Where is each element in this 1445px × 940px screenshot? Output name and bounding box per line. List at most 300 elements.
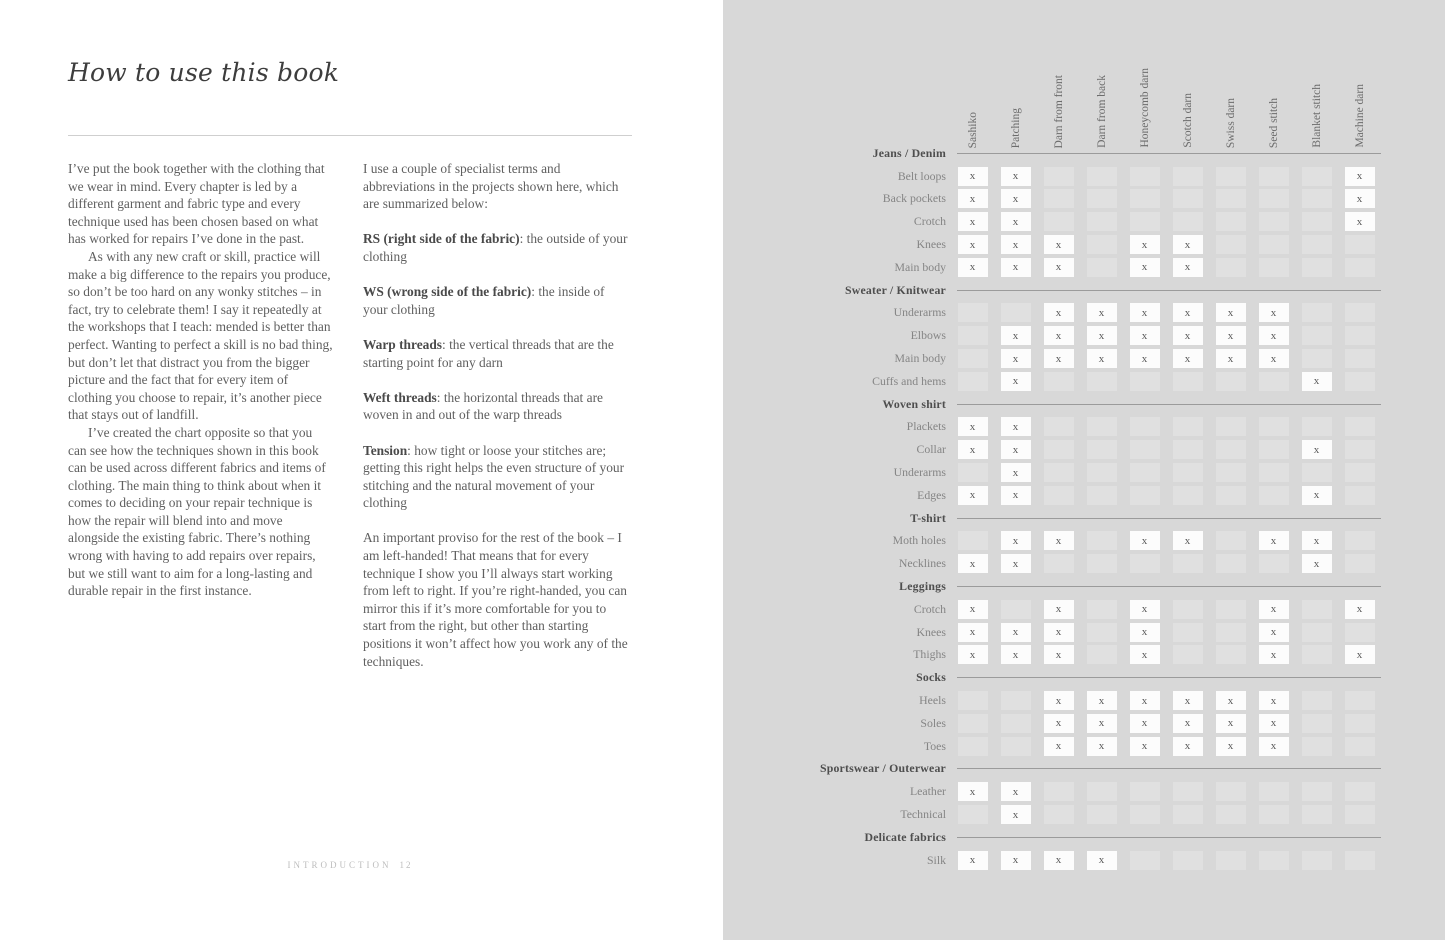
marked-cell-blanket-stitch: x <box>1302 554 1332 573</box>
cell-slot <box>1252 552 1295 575</box>
row-cells <box>951 484 1381 507</box>
empty-cell-scotch-darn <box>1173 212 1203 231</box>
cell-slot <box>1209 461 1252 484</box>
empty-cell-patching <box>1001 691 1031 710</box>
cell-slot <box>994 552 1037 575</box>
marked-cell-honeycomb-darn: x <box>1130 623 1160 642</box>
cell-slot <box>994 256 1037 279</box>
row-label: Underarms <box>893 465 946 480</box>
cell-slot <box>1295 233 1338 256</box>
row-label: Moth holes <box>892 533 946 548</box>
cell-slot <box>1166 712 1209 735</box>
empty-cell-darn-from-back <box>1087 645 1117 664</box>
empty-cell-darn-from-front <box>1044 417 1074 436</box>
cell-slot <box>1166 370 1209 393</box>
cell-slot <box>1338 188 1381 211</box>
cell-slot <box>1123 849 1166 872</box>
cell-slot <box>951 803 994 826</box>
empty-cell-seed-stitch <box>1259 417 1289 436</box>
row-label: Belt loops <box>897 168 946 183</box>
row-label: Elbows <box>910 328 946 343</box>
empty-cell-swiss-darn <box>1216 417 1246 436</box>
empty-cell-seed-stitch <box>1259 258 1289 277</box>
marked-cell-darn-from-back: x <box>1087 326 1117 345</box>
definition-ws <box>363 283 632 318</box>
cell-slot <box>951 438 994 461</box>
cell-slot <box>1080 644 1123 667</box>
empty-cell-scotch-darn <box>1173 851 1203 870</box>
cell-slot <box>1037 188 1080 211</box>
cell-slot <box>1252 256 1295 279</box>
empty-cell-patching <box>1001 600 1031 619</box>
empty-cell-seed-stitch <box>1259 851 1289 870</box>
empty-cell-sashiko <box>958 805 988 824</box>
marked-cell-darn-from-back: x <box>1087 691 1117 710</box>
empty-cell-swiss-darn <box>1216 623 1246 642</box>
marked-cell-swiss-darn: x <box>1216 326 1246 345</box>
marked-cell-blanket-stitch: x <box>1302 440 1332 459</box>
marked-cell-sashiko: x <box>958 440 988 459</box>
cell-slot <box>1252 803 1295 826</box>
cell-slot <box>1295 644 1338 667</box>
marked-cell-darn-from-front: x <box>1044 258 1074 277</box>
cell-slot <box>1080 849 1123 872</box>
cell-slot <box>1166 530 1209 553</box>
cell-slot <box>994 803 1037 826</box>
marked-cell-honeycomb-darn: x <box>1130 714 1160 733</box>
marked-cell-sashiko: x <box>958 554 988 573</box>
empty-cell-honeycomb-darn <box>1130 212 1160 231</box>
cell-slot <box>1338 484 1381 507</box>
cell-slot <box>1123 347 1166 370</box>
cell-slot <box>1338 530 1381 553</box>
empty-cell-darn-from-back <box>1087 440 1117 459</box>
marked-cell-seed-stitch: x <box>1259 303 1289 322</box>
marked-cell-swiss-darn: x <box>1216 714 1246 733</box>
section-label: Woven shirt <box>882 396 946 411</box>
section-header-woven-shirt <box>723 393 1445 416</box>
marked-cell-machine-darn: x <box>1345 189 1375 208</box>
cell-slot <box>994 233 1037 256</box>
cell-slot <box>1123 302 1166 325</box>
empty-cell-darn-from-back <box>1087 167 1117 186</box>
cell-slot <box>1037 438 1080 461</box>
cell-slot <box>1123 803 1166 826</box>
empty-cell-blanket-stitch <box>1302 691 1332 710</box>
cell-slot <box>1338 256 1381 279</box>
chart-row-necklines <box>723 552 1445 575</box>
cell-slot <box>1080 484 1123 507</box>
right-book-page <box>723 0 1445 940</box>
empty-cell-darn-from-back <box>1087 600 1117 619</box>
cell-slot <box>951 188 994 211</box>
definition-term: Weft threads <box>363 389 437 405</box>
definition-text: : the horizontal threads that are woven in and out of the warp threads <box>363 389 603 423</box>
empty-cell-swiss-darn <box>1216 189 1246 208</box>
cell-slot <box>951 644 994 667</box>
footer-page-number: 12 <box>399 860 413 870</box>
marked-cell-blanket-stitch: x <box>1302 486 1332 505</box>
empty-cell-darn-from-back <box>1087 212 1117 231</box>
marked-cell-darn-from-front: x <box>1044 600 1074 619</box>
chart-row-leather <box>723 780 1445 803</box>
row-label: Heels <box>919 693 946 708</box>
empty-cell-blanket-stitch <box>1302 326 1332 345</box>
cell-slot <box>1037 780 1080 803</box>
cell-slot <box>1123 621 1166 644</box>
marked-cell-sashiko: x <box>958 623 988 642</box>
cell-slot <box>1166 644 1209 667</box>
marked-cell-seed-stitch: x <box>1259 645 1289 664</box>
row-label: Collar <box>916 442 946 457</box>
empty-cell-darn-from-back <box>1087 486 1117 505</box>
cell-slot <box>1166 210 1209 233</box>
chart-row-elbows <box>723 324 1445 347</box>
marked-cell-seed-stitch: x <box>1259 600 1289 619</box>
marked-cell-machine-darn: x <box>1345 645 1375 664</box>
cell-slot <box>1338 552 1381 575</box>
chart-row-heels <box>723 689 1445 712</box>
definition-term: Tension <box>363 442 408 458</box>
paragraph: As with any new craft or skill, practice will make a big difference to the repairs you produce, so don’t be too hard on any wonky stitches – in fact, try to celebrate them! I say it repeatedly at the workshops that I teach: mended is better than perfect. Wanting to perfect a skill is no bad thing, but don’t let that distract you from the bigger picture and the fact that for every item of clothing you choose to repair, it’s another piece that stays out of landfill. <box>68 248 333 423</box>
chart-row-crotch <box>723 210 1445 233</box>
column-header-label: Blanket stitch <box>1310 84 1323 148</box>
marked-cell-patching: x <box>1001 372 1031 391</box>
marked-cell-seed-stitch: x <box>1259 691 1289 710</box>
row-cells <box>951 621 1381 644</box>
definition-weft-threads <box>363 389 632 424</box>
paragraph: An important proviso for the rest of the book – I am left-handed! That means that for every technique I show you I’ll always start working from left to right. If you’re right-handed, you can mirror this if it’s more comfortable for you to start from the right, but other than starting positions it won’t affect how you work any of the techniques. <box>363 530 628 669</box>
empty-cell-darn-from-back <box>1087 463 1117 482</box>
marked-cell-darn-from-front: x <box>1044 235 1074 254</box>
text-column-right <box>363 160 632 670</box>
empty-cell-darn-from-front <box>1044 463 1074 482</box>
cell-slot <box>951 165 994 188</box>
marked-cell-patching: x <box>1001 554 1031 573</box>
empty-cell-blanket-stitch <box>1302 737 1332 756</box>
marked-cell-honeycomb-darn: x <box>1130 326 1160 345</box>
definition-text: : the inside of your clothing <box>363 284 605 317</box>
empty-cell-honeycomb-darn <box>1130 417 1160 436</box>
empty-cell-scotch-darn <box>1173 623 1203 642</box>
cell-slot <box>1209 347 1252 370</box>
cell-slot <box>1209 256 1252 279</box>
cell-slot <box>994 780 1037 803</box>
marked-cell-honeycomb-darn: x <box>1130 531 1160 550</box>
cell-slot <box>1295 347 1338 370</box>
marked-cell-scotch-darn: x <box>1173 737 1203 756</box>
section-rule <box>957 518 1381 519</box>
cell-slot <box>1080 233 1123 256</box>
marked-cell-sashiko: x <box>958 212 988 231</box>
marked-cell-swiss-darn: x <box>1216 691 1246 710</box>
empty-cell-seed-stitch <box>1259 486 1289 505</box>
cell-slot <box>1037 347 1080 370</box>
empty-cell-scotch-darn <box>1173 440 1203 459</box>
empty-cell-machine-darn <box>1345 554 1375 573</box>
marked-cell-patching: x <box>1001 851 1031 870</box>
cell-slot <box>1252 484 1295 507</box>
cell-slot <box>994 712 1037 735</box>
chart-row-knees <box>723 621 1445 644</box>
cell-slot <box>1252 461 1295 484</box>
empty-cell-machine-darn <box>1345 417 1375 436</box>
cell-slot <box>1123 324 1166 347</box>
empty-cell-honeycomb-darn <box>1130 554 1160 573</box>
marked-cell-honeycomb-darn: x <box>1130 600 1160 619</box>
cell-slot <box>1295 849 1338 872</box>
cell-slot <box>1080 461 1123 484</box>
chart-row-collar <box>723 438 1445 461</box>
row-cells <box>951 780 1381 803</box>
cell-slot <box>1338 803 1381 826</box>
empty-cell-patching <box>1001 714 1031 733</box>
empty-cell-darn-from-front <box>1044 554 1074 573</box>
column-header <box>1123 68 1166 148</box>
chart-row-underarms <box>723 461 1445 484</box>
marked-cell-patching: x <box>1001 189 1031 208</box>
empty-cell-blanket-stitch <box>1302 349 1332 368</box>
empty-cell-blanket-stitch <box>1302 714 1332 733</box>
cell-slot <box>994 530 1037 553</box>
chart-column-headers <box>723 0 1445 148</box>
cell-slot <box>1166 598 1209 621</box>
empty-cell-swiss-darn <box>1216 258 1246 277</box>
marked-cell-patching: x <box>1001 805 1031 824</box>
cell-slot <box>1166 438 1209 461</box>
empty-cell-swiss-darn <box>1216 167 1246 186</box>
empty-cell-machine-darn <box>1345 623 1375 642</box>
section-rule <box>957 837 1381 838</box>
empty-cell-machine-darn <box>1345 531 1375 550</box>
cell-slot <box>1209 803 1252 826</box>
cell-slot <box>1166 621 1209 644</box>
row-cells <box>951 849 1381 872</box>
cell-slot <box>1123 689 1166 712</box>
cell-slot <box>1338 347 1381 370</box>
marked-cell-patching: x <box>1001 440 1031 459</box>
section-rule <box>957 153 1381 154</box>
cell-slot <box>1295 324 1338 347</box>
cell-slot <box>1166 302 1209 325</box>
cell-slot <box>951 347 994 370</box>
marked-cell-machine-darn: x <box>1345 212 1375 231</box>
cell-slot <box>1209 484 1252 507</box>
empty-cell-darn-from-front <box>1044 805 1074 824</box>
cell-slot <box>1209 598 1252 621</box>
empty-cell-sashiko <box>958 714 988 733</box>
empty-cell-blanket-stitch <box>1302 645 1332 664</box>
cell-slot <box>1037 370 1080 393</box>
cell-slot <box>994 416 1037 439</box>
marked-cell-sashiko: x <box>958 258 988 277</box>
empty-cell-swiss-darn <box>1216 212 1246 231</box>
empty-cell-scotch-darn <box>1173 805 1203 824</box>
paragraph: I’ve put the book together with the clothing that we wear in mind. Every chapter is led by a different garment and fabric type and every technique used has been chosen based on what has worked for repairs I’ve done in the past. <box>68 161 325 247</box>
marked-cell-seed-stitch: x <box>1259 326 1289 345</box>
empty-cell-swiss-darn <box>1216 645 1246 664</box>
cell-slot <box>1037 712 1080 735</box>
empty-cell-darn-from-back <box>1087 805 1117 824</box>
chart-row-underarms <box>723 302 1445 325</box>
cell-slot <box>1209 438 1252 461</box>
marked-cell-machine-darn: x <box>1345 600 1375 619</box>
cell-slot <box>1295 210 1338 233</box>
empty-cell-honeycomb-darn <box>1130 782 1160 801</box>
cell-slot <box>1166 849 1209 872</box>
cell-slot <box>951 735 994 758</box>
column-header <box>1080 75 1123 148</box>
row-label: Silk <box>926 852 946 867</box>
row-cells <box>951 712 1381 735</box>
cell-slot <box>1123 598 1166 621</box>
empty-cell-sashiko <box>958 303 988 322</box>
empty-cell-darn-from-front <box>1044 167 1074 186</box>
marked-cell-honeycomb-darn: x <box>1130 645 1160 664</box>
empty-cell-machine-darn <box>1345 851 1375 870</box>
empty-cell-sashiko <box>958 372 988 391</box>
column-header <box>994 108 1037 148</box>
cell-slot <box>1209 644 1252 667</box>
marked-cell-scotch-darn: x <box>1173 691 1203 710</box>
row-label: Plackets <box>906 419 946 434</box>
cell-slot <box>1209 188 1252 211</box>
row-label: Leather <box>909 784 946 799</box>
chart-row-belt-loops <box>723 165 1445 188</box>
cell-slot <box>951 302 994 325</box>
empty-cell-blanket-stitch <box>1302 235 1332 254</box>
cell-slot <box>994 324 1037 347</box>
empty-cell-scotch-darn <box>1173 372 1203 391</box>
definition-text: : the outside of your clothing <box>363 231 628 264</box>
empty-cell-machine-darn <box>1345 714 1375 733</box>
cell-slot <box>1080 210 1123 233</box>
empty-cell-machine-darn <box>1345 782 1375 801</box>
empty-cell-swiss-darn <box>1216 600 1246 619</box>
marked-cell-seed-stitch: x <box>1259 714 1289 733</box>
row-label: Knees <box>916 237 946 252</box>
body-text-columns <box>68 160 632 670</box>
definition-term: WS (wrong side of the fabric) <box>363 284 532 300</box>
empty-cell-machine-darn <box>1345 326 1375 345</box>
cell-slot <box>1166 188 1209 211</box>
cell-slot <box>1123 461 1166 484</box>
cell-slot <box>1252 438 1295 461</box>
cell-slot <box>1338 370 1381 393</box>
cell-slot <box>1123 780 1166 803</box>
empty-cell-machine-darn <box>1345 486 1375 505</box>
empty-cell-blanket-stitch <box>1302 600 1332 619</box>
row-cells <box>951 803 1381 826</box>
cell-slot <box>1080 302 1123 325</box>
empty-cell-blanket-stitch <box>1302 212 1332 231</box>
marked-cell-sashiko: x <box>958 235 988 254</box>
marked-cell-scotch-darn: x <box>1173 531 1203 550</box>
empty-cell-scotch-darn <box>1173 463 1203 482</box>
cell-slot <box>1166 461 1209 484</box>
cell-slot <box>1037 530 1080 553</box>
marked-cell-patching: x <box>1001 486 1031 505</box>
section-rule <box>957 290 1381 291</box>
cell-slot <box>1252 370 1295 393</box>
row-label: Soles <box>920 715 946 730</box>
section-header-delicate-fabrics <box>723 826 1445 849</box>
empty-cell-seed-stitch <box>1259 554 1289 573</box>
column-header-label: Machine darn <box>1353 84 1366 148</box>
cell-slot <box>994 484 1037 507</box>
chart-row-silk <box>723 849 1445 872</box>
row-cells <box>951 256 1381 279</box>
cell-slot <box>994 689 1037 712</box>
cell-slot <box>1080 416 1123 439</box>
marked-cell-darn-from-front: x <box>1044 737 1074 756</box>
empty-cell-machine-darn <box>1345 737 1375 756</box>
empty-cell-scotch-darn <box>1173 554 1203 573</box>
cell-slot <box>1295 803 1338 826</box>
cell-slot <box>1166 233 1209 256</box>
cell-slot <box>1252 165 1295 188</box>
empty-cell-darn-from-back <box>1087 623 1117 642</box>
cell-slot <box>1252 621 1295 644</box>
column-header-label: Scotch darn <box>1181 93 1194 148</box>
definition-text: : the vertical threads that are the starting point for any darn <box>363 336 614 370</box>
cell-slot <box>1252 324 1295 347</box>
row-cells <box>951 165 1381 188</box>
cell-slot <box>1295 735 1338 758</box>
cell-slot <box>1037 324 1080 347</box>
column-header <box>1295 84 1338 148</box>
row-cells <box>951 461 1381 484</box>
section-label: Leggings <box>899 579 946 594</box>
cell-slot <box>1037 552 1080 575</box>
empty-cell-scotch-darn <box>1173 600 1203 619</box>
cell-slot <box>1166 780 1209 803</box>
cell-slot <box>1080 735 1123 758</box>
cell-slot <box>1209 210 1252 233</box>
cell-slot <box>951 370 994 393</box>
column-header-label: Sashiko <box>966 111 979 148</box>
chart-row-crotch <box>723 598 1445 621</box>
text-column-left <box>68 160 333 670</box>
cell-slot <box>1037 256 1080 279</box>
marked-cell-scotch-darn: x <box>1173 326 1203 345</box>
chart-body <box>723 142 1445 872</box>
row-cells <box>951 530 1381 553</box>
marked-cell-darn-from-front: x <box>1044 326 1074 345</box>
section-header-leggings <box>723 575 1445 598</box>
empty-cell-sashiko <box>958 691 988 710</box>
cell-slot <box>1209 416 1252 439</box>
row-cells <box>951 644 1381 667</box>
empty-cell-darn-from-back <box>1087 235 1117 254</box>
row-cells <box>951 324 1381 347</box>
chart-row-technical <box>723 803 1445 826</box>
marked-cell-darn-from-back: x <box>1087 349 1117 368</box>
section-header-sweater-knitwear <box>723 279 1445 302</box>
chart-row-cuffs-and-hems <box>723 370 1445 393</box>
cell-slot <box>1295 484 1338 507</box>
empty-cell-honeycomb-darn <box>1130 440 1160 459</box>
cell-slot <box>1080 552 1123 575</box>
cell-slot <box>951 461 994 484</box>
cell-slot <box>1295 370 1338 393</box>
cell-slot <box>1295 461 1338 484</box>
cell-slot <box>994 370 1037 393</box>
cell-slot <box>1123 735 1166 758</box>
cell-slot <box>1080 188 1123 211</box>
empty-cell-darn-from-front <box>1044 440 1074 459</box>
cell-slot <box>1295 530 1338 553</box>
